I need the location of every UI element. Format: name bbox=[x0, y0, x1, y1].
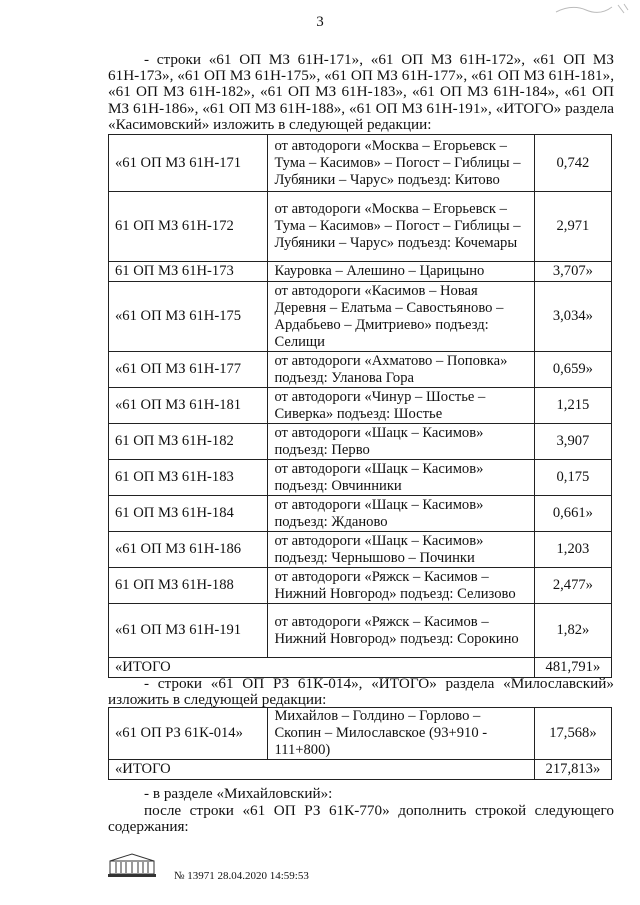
total-value: 481,791» bbox=[534, 658, 611, 678]
road-code-cell: «61 ОП МЗ 61Н-175 bbox=[109, 282, 268, 352]
road-description-cell: от автодороги «Москва – Егорьевск – Тума – Касимов» – Погост – Гиблицы – Лубяники – Чарус» подъезд: Китово bbox=[268, 135, 534, 192]
building-emblem-icon bbox=[108, 852, 156, 878]
table-row bbox=[109, 282, 612, 352]
table-row bbox=[109, 708, 612, 760]
road-description-cell: от автодороги «Шацк – Касимов» подъезд: Чернышово – Починки bbox=[268, 532, 534, 568]
road-code-cell: «61 ОП МЗ 61Н-177 bbox=[109, 352, 268, 388]
road-code-cell: 61 ОП МЗ 61Н-188 bbox=[109, 568, 268, 604]
road-code-cell: «61 ОП МЗ 61Н-191 bbox=[109, 604, 268, 658]
road-description-cell: от автодороги «Шацк – Касимов» подъезд: Овчинники bbox=[268, 460, 534, 496]
road-length-cell: 3,034» bbox=[534, 282, 611, 352]
table-row bbox=[109, 568, 612, 604]
road-length-cell: 17,568» bbox=[534, 708, 611, 760]
road-length-cell: 3,907 bbox=[534, 424, 611, 460]
registration-stamp: № 13971 28.04.2020 14:59:53 bbox=[174, 870, 309, 882]
total-label: «ИТОГО bbox=[109, 760, 535, 780]
road-length-cell: 0,175 bbox=[534, 460, 611, 496]
paragraph-kasimovsky: - строки «61 ОП МЗ 61Н-171», «61 ОП МЗ 61Н-172», «61 ОП МЗ 61Н-173», «61 ОП МЗ 61Н-175», «61 ОП МЗ 61Н-177», «61 ОП МЗ 61Н-181», «61 ОП МЗ 61Н-182», «61 ОП МЗ 61Н-183», «61 ОП МЗ 61Н-184», «61 ОП МЗ 61Н-186», «61 ОП МЗ 61Н-188», «61 ОП МЗ 61Н-191», «ИТОГО» раздела «Касимовский» изложить в следующей редакции: bbox=[108, 51, 614, 133]
table-row bbox=[109, 424, 612, 460]
table-row bbox=[109, 352, 612, 388]
road-code-cell: 61 ОП МЗ 61Н-173 bbox=[109, 262, 268, 282]
scan-mark bbox=[552, 2, 632, 16]
miloslavsky-table bbox=[108, 707, 612, 780]
page-number: 3 bbox=[316, 14, 324, 30]
table-row bbox=[109, 460, 612, 496]
footer bbox=[108, 852, 528, 892]
road-length-cell: 0,661» bbox=[534, 496, 611, 532]
road-description-cell: от автодороги «Ряжск – Касимов – Нижний Новгород» подъезд: Селизово bbox=[268, 568, 534, 604]
road-code-cell: «61 ОП МЗ 61Н-186 bbox=[109, 532, 268, 568]
table-row bbox=[109, 135, 612, 192]
road-code-cell: «61 ОП МЗ 61Н-181 bbox=[109, 388, 268, 424]
road-description-cell: от автодороги «Ахматово – Поповка» подъезд: Уланова Гора bbox=[268, 352, 534, 388]
road-code-cell: 61 ОП МЗ 61Н-183 bbox=[109, 460, 268, 496]
total-row bbox=[109, 760, 612, 780]
table-row bbox=[109, 532, 612, 568]
road-description-cell: Михайлов – Голдино – Горлово – Скопин – Милославское (93+910 - 111+800) bbox=[268, 708, 534, 760]
road-code-cell: 61 ОП МЗ 61Н-182 bbox=[109, 424, 268, 460]
road-length-cell: 2,477» bbox=[534, 568, 611, 604]
road-code-cell: «61 ОП МЗ 61Н-171 bbox=[109, 135, 268, 192]
table-row bbox=[109, 262, 612, 282]
road-length-cell: 3,707» bbox=[534, 262, 611, 282]
road-description-cell: от автодороги «Чинур – Шостье – Сиверка» подъезд: Шостье bbox=[268, 388, 534, 424]
road-description-cell: Кауровка – Алешино – Царицыно bbox=[268, 262, 534, 282]
road-length-cell: 1,215 bbox=[534, 388, 611, 424]
road-length-cell: 0,659» bbox=[534, 352, 611, 388]
total-value: 217,813» bbox=[534, 760, 611, 780]
paragraph-after-row: после строки «61 ОП РЗ 61К-770» дополнить строкой следующего содержания: bbox=[108, 802, 614, 836]
kasimovsky-table bbox=[108, 134, 612, 678]
table-row bbox=[109, 192, 612, 262]
road-length-cell: 1,82» bbox=[534, 604, 611, 658]
road-code-cell: 61 ОП МЗ 61Н-184 bbox=[109, 496, 268, 532]
road-description-cell: от автодороги «Москва – Егорьевск – Тума – Касимов» – Погост – Гиблицы – Лубяники – Чарус» подъезд: Кочемары bbox=[268, 192, 534, 262]
road-description-cell: от автодороги «Шацк – Касимов» подъезд: Перво bbox=[268, 424, 534, 460]
road-code-cell: 61 ОП МЗ 61Н-172 bbox=[109, 192, 268, 262]
road-description-cell: от автодороги «Касимов – Новая Деревня – Елатьма – Савостьяново – Ардабьево – Дмитриево» подъезд: Селищи bbox=[268, 282, 534, 352]
table-row bbox=[109, 496, 612, 532]
road-description-cell: от автодороги «Ряжск – Касимов – Нижний Новгород» подъезд: Сорокино bbox=[268, 604, 534, 658]
paragraph-miloslavsky: - строки «61 ОП РЗ 61К-014», «ИТОГО» раздела «Милославский» изложить в следующей редакции: bbox=[108, 675, 614, 709]
road-length-cell: 1,203 bbox=[534, 532, 611, 568]
road-length-cell: 2,971 bbox=[534, 192, 611, 262]
paragraph-mikhailovsky: - в разделе «Михайловский»: bbox=[144, 785, 333, 802]
road-code-cell: «61 ОП РЗ 61К-014» bbox=[109, 708, 268, 760]
table-row bbox=[109, 388, 612, 424]
total-label: «ИТОГО bbox=[109, 658, 535, 678]
table-row bbox=[109, 604, 612, 658]
road-length-cell: 0,742 bbox=[534, 135, 611, 192]
road-description-cell: от автодороги «Шацк – Касимов» подъезд: Жданово bbox=[268, 496, 534, 532]
